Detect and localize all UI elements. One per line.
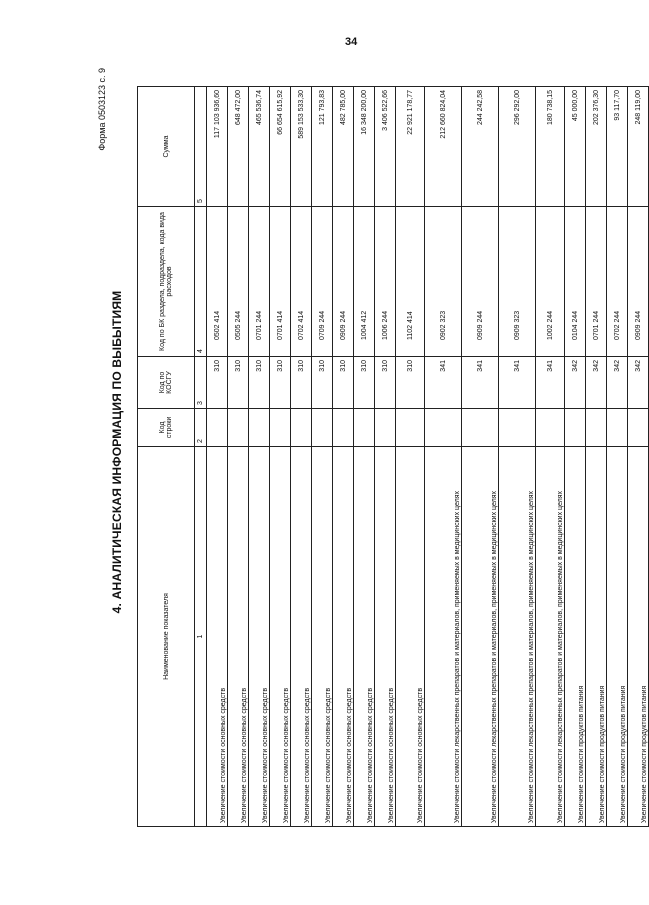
cell-line [312,409,333,447]
cell-line [207,409,228,447]
table-row [228,87,249,827]
cell-kosgu: 341 [536,357,565,409]
cell-sum: 16 348 200,00 [354,87,375,207]
cell-name: Увеличение стоимости основных средств [333,447,354,827]
cell-kosgu: 310 [354,357,375,409]
table-row [375,87,396,827]
cell-name: Увеличение стоимости основных средств [312,447,333,827]
cell-kosgu: 310 [270,357,291,409]
col-number-3: 3 [195,357,207,409]
cell-kosgu: 341 [499,357,536,409]
table-row [354,87,375,827]
cell-kosgu: 342 [628,357,649,409]
cell-bk: 0701 414 [270,207,291,357]
header-sum: Сумма [138,87,195,207]
table-row [207,87,228,827]
section-title: 4. АНАЛИТИЧЕСКАЯ ИНФОРМАЦИЯ ПО ВЫБЫТИЯМ [110,290,124,614]
cell-sum: 66 654 615,92 [270,87,291,207]
cell-bk: 0702 414 [291,207,312,357]
cell-name: Увеличение стоимости лекарственных препаратов и материалов, применяемых в медицинских целях [499,447,536,827]
table-row [291,87,312,827]
cell-name: Увеличение стоимости основных средств [291,447,312,827]
cell-name: Увеличение стоимости основных средств [354,447,375,827]
cell-sum: 45 000,00 [565,87,586,207]
cell-name: Увеличение стоимости основных средств [396,447,425,827]
cell-name: Увеличение стоимости основных средств [375,447,396,827]
header-row [138,87,195,827]
col-number-4: 4 [195,207,207,357]
cell-bk: 1102 414 [396,207,425,357]
col-number-2: 2 [195,409,207,447]
table-row [396,87,425,827]
cell-name: Увеличение стоимости лекарственных препаратов и материалов, применяемых в медицинских целях [462,447,499,827]
cell-line [375,409,396,447]
cell-kosgu: 342 [565,357,586,409]
header-kosgu: Код по КОСГУ [138,357,195,409]
cell-kosgu: 341 [425,357,462,409]
header-line-code: Код строки [138,409,195,447]
cell-line [565,409,586,447]
cell-bk: 0909 244 [462,207,499,357]
cell-name: Увеличение стоимости лекарственных препаратов и материалов, применяемых в медицинских целях [425,447,462,827]
cell-line [270,409,291,447]
cell-sum: 3 406 522,66 [375,87,396,207]
table-row [607,87,628,827]
table-row [462,87,499,827]
cell-kosgu: 310 [396,357,425,409]
cell-kosgu: 342 [586,357,607,409]
cell-kosgu: 342 [607,357,628,409]
table-row [249,87,270,827]
cell-bk: 0702 244 [607,207,628,357]
cell-line [462,409,499,447]
cell-bk: 1006 244 [375,207,396,357]
cell-sum: 202 376,30 [586,87,607,207]
cell-kosgu: 310 [333,357,354,409]
cell-bk: 0701 244 [249,207,270,357]
cell-line [396,409,425,447]
cell-kosgu: 310 [249,357,270,409]
cell-name: Увеличение стоимости продуктов питания [628,447,649,827]
cell-sum: 648 472,00 [228,87,249,207]
cell-name: Увеличение стоимости основных средств [249,447,270,827]
cell-bk: 1004 412 [354,207,375,357]
outflows-table [137,86,649,827]
cell-name: Увеличение стоимости основных средств [228,447,249,827]
cell-line [354,409,375,447]
cell-line [607,409,628,447]
cell-bk: 0902 323 [425,207,462,357]
table-row [425,87,462,827]
cell-line [249,409,270,447]
cell-bk: 0909 323 [499,207,536,357]
column-number-row [195,87,207,827]
cell-name: Увеличение стоимости продуктов питания [586,447,607,827]
cell-line [536,409,565,447]
cell-sum: 244 242,58 [462,87,499,207]
col-number-5: 5 [195,87,207,207]
cell-sum: 296 292,00 [499,87,536,207]
cell-bk: 0104 244 [565,207,586,357]
cell-sum: 121 793,83 [312,87,333,207]
cell-sum: 212 660 824,04 [425,87,462,207]
cell-sum: 465 536,74 [249,87,270,207]
cell-kosgu: 310 [375,357,396,409]
col-number-1: 1 [195,447,207,827]
table-row [565,87,586,827]
cell-name: Увеличение стоимости продуктов питания [607,447,628,827]
table-row [333,87,354,827]
cell-bk: 1002 244 [536,207,565,357]
cell-name: Увеличение стоимости основных средств [207,447,228,827]
cell-bk: 0701 244 [586,207,607,357]
cell-bk: 0909 244 [628,207,649,357]
form-label: Форма 0503123 с. 9 [97,68,107,151]
header-name: Наименование показателя [138,447,195,827]
cell-bk: 0709 244 [312,207,333,357]
page-number: 34 [345,36,358,48]
cell-sum: 482 785,00 [333,87,354,207]
cell-line [628,409,649,447]
cell-sum: 93 117,70 [607,87,628,207]
table-body [207,87,649,827]
cell-line [291,409,312,447]
cell-sum: 589 153 533,30 [291,87,312,207]
cell-name: Увеличение стоимости основных средств [270,447,291,827]
cell-sum: 248 119,00 [628,87,649,207]
cell-name: Увеличение стоимости лекарственных препаратов и материалов, применяемых в медицинских целях [536,447,565,827]
cell-kosgu: 341 [462,357,499,409]
cell-name: Увеличение стоимости продуктов питания [565,447,586,827]
cell-kosgu: 310 [207,357,228,409]
cell-bk: 0909 244 [333,207,354,357]
header-bk-code: Код по БК раздела, подраздела, кода вида расходов [138,207,195,357]
table-row [270,87,291,827]
table-row [499,87,536,827]
table-row [536,87,565,827]
cell-line [333,409,354,447]
cell-kosgu: 310 [291,357,312,409]
cell-sum: 180 738,15 [536,87,565,207]
cell-line [228,409,249,447]
cell-bk: 0505 244 [228,207,249,357]
cell-sum: 117 103 936,60 [207,87,228,207]
table-row [586,87,607,827]
table-row [628,87,649,827]
cell-kosgu: 310 [312,357,333,409]
cell-line [425,409,462,447]
cell-bk: 0502 414 [207,207,228,357]
cell-kosgu: 310 [228,357,249,409]
cell-sum: 22 921 178,77 [396,87,425,207]
cell-line [586,409,607,447]
rotated-page-content [97,62,648,842]
cell-line [499,409,536,447]
table-row [312,87,333,827]
